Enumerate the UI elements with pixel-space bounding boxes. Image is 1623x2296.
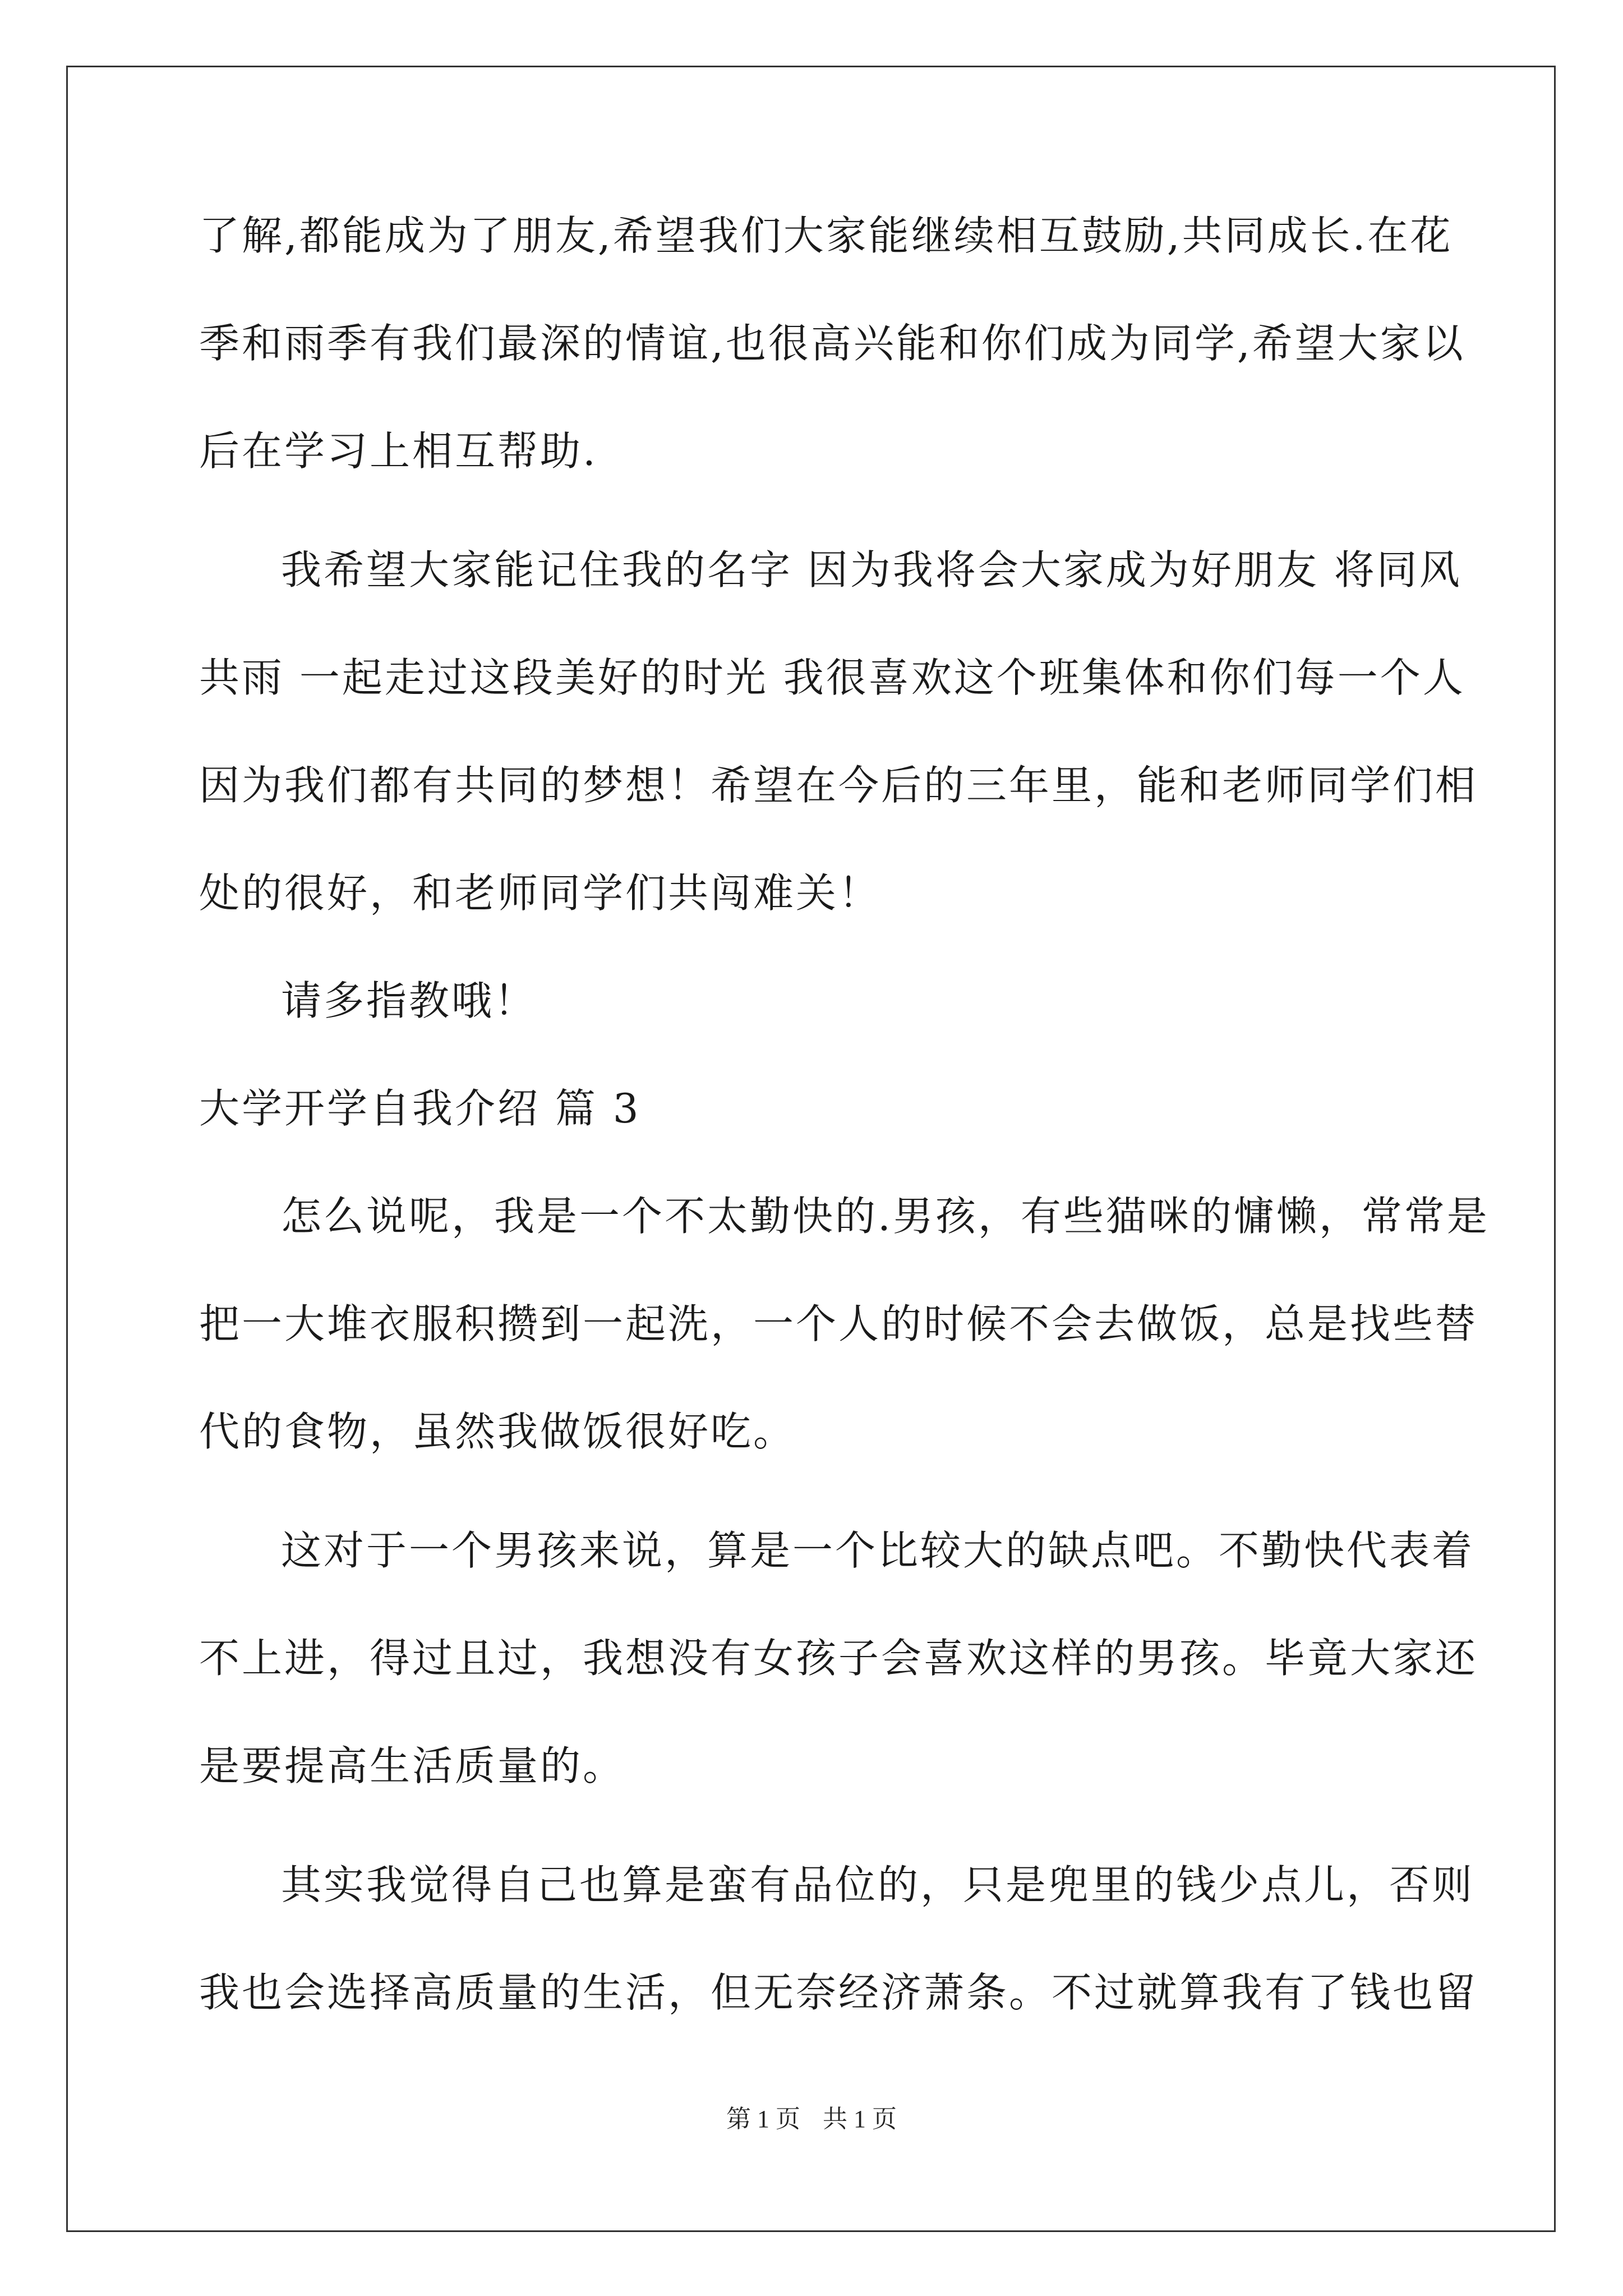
text-line: 后在学习上相互帮助. (199, 427, 598, 475)
text-line: 因为我们都有共同的梦想！希望在今后的三年里，能和老师同学们相 (199, 762, 1478, 809)
text-line: 我也会选择高质量的生活，但无奈经济萧条。不过就算我有了钱也留 (199, 1969, 1478, 2016)
text-line: 是要提高生活质量的。 (199, 1742, 626, 1789)
paragraph-start: 请多指教哦！ (281, 977, 537, 1024)
text-line: 代的食物，虽然我做饭很好吃。 (199, 1408, 796, 1455)
text-line: 处的很好，和老师同学们共闯难关！ (199, 869, 882, 917)
page-number: 第 1 页 (726, 2105, 800, 2133)
text-line: 共雨 一起走过这段美好的时光 我很喜欢这个班集体和你们每一个人 (199, 654, 1465, 701)
paragraph-start: 怎么说呢，我是一个不太勤快的.男孩，有些猫咪的慵懒，常常是 (281, 1193, 1490, 1240)
text-line: 季和雨季有我们最深的情谊,也很高兴能和你们成为同学,希望大家以 (199, 320, 1465, 367)
section-heading: 大学开学自我介绍 篇 3 (199, 1085, 641, 1132)
text-line: 把一大堆衣服积攒到一起洗，一个人的时候不会去做饭，总是找些替 (199, 1300, 1478, 1347)
text-line: 了解,都能成为了朋友,希望我们大家能继续相互鼓励,共同成长.在花 (199, 212, 1453, 259)
paragraph-start: 我希望大家能记住我的名字 因为我将会大家成为好朋友 将同风 (281, 546, 1462, 593)
page-footer (0, 2102, 1623, 2136)
page-total: 共 1 页 (823, 2105, 897, 2133)
paragraph-start: 这对于一个男孩来说，算是一个比较大的缺点吧。不勤快代表着 (281, 1527, 1475, 1574)
paragraph-start: 其实我觉得自己也算是蛮有品位的，只是兜里的钱少点儿，否则 (281, 1861, 1475, 1908)
text-line: 不上进，得过且过，我想没有女孩子会喜欢这样的男孩。毕竟大家还 (199, 1635, 1478, 1682)
